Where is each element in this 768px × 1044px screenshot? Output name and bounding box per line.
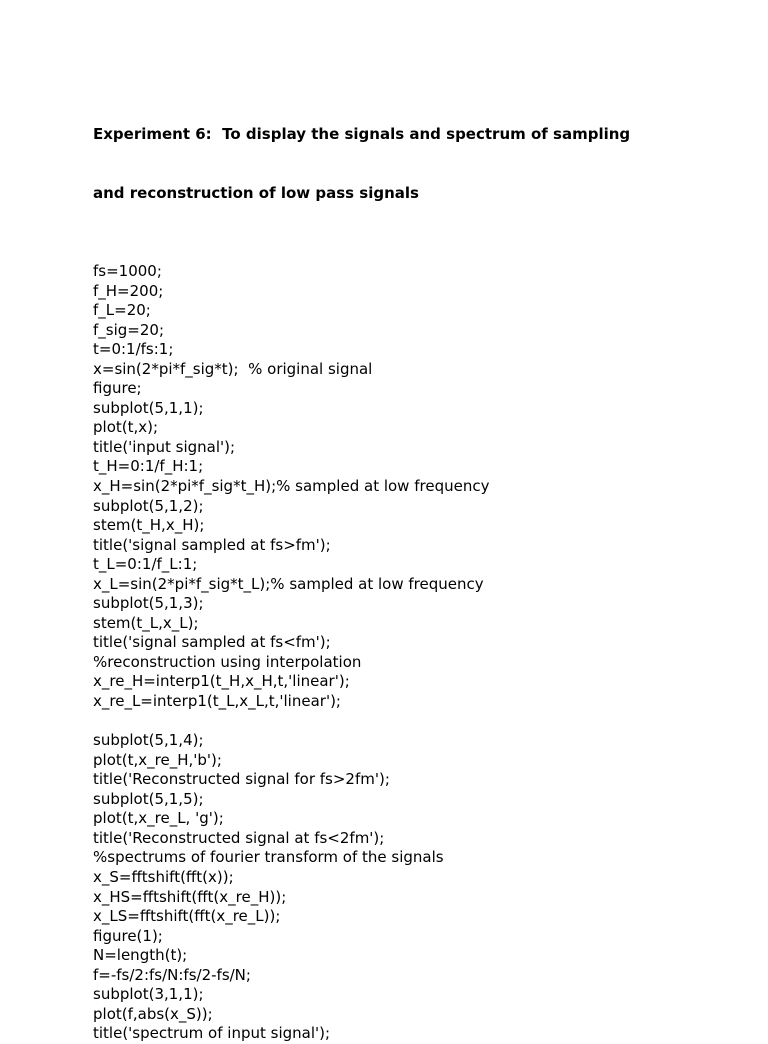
code-line: plot(t,x_re_H,'b');: [93, 750, 222, 769]
code-line: t=0:1/fs:1;: [93, 340, 174, 359]
title-line-2: and reconstruction of low pass signals: [93, 183, 419, 202]
code-line: f_H=200;: [93, 281, 164, 300]
code-line: [93, 712, 693, 732]
code-line: plot(t,x_re_L, 'g');: [93, 809, 224, 828]
code-line: x_HS=fftshift(fft(x_re_H));: [93, 887, 287, 906]
code-line: fs=1000;: [93, 262, 162, 280]
code-line: figure(1);: [93, 926, 163, 945]
code-line: title('Reconstructed signal at fs<2fm');: [93, 828, 385, 847]
code-line: x_re_L=interp1(t_L,x_L,t,'linear');: [93, 692, 341, 711]
code-line: title('Reconstructed signal for fs>2fm');: [93, 770, 390, 789]
code-line: x_S=fftshift(fft(x));: [93, 867, 234, 886]
code-line: %spectrums of fourier transform of the signals: [93, 848, 444, 867]
code-line: f=-fs/2:fs/N:fs/2-fs/N;: [93, 965, 251, 984]
code-line: subplot(5,1,4);: [93, 731, 204, 750]
code-line: plot(f,abs(x_S));: [93, 1004, 213, 1023]
code-line: stem(t_L,x_L);: [93, 613, 199, 632]
code-line: subplot(5,1,3);: [93, 594, 204, 613]
code-line: x_LS=fftshift(fft(x_re_L));: [93, 907, 281, 926]
code-line: subplot(3,1,1);: [93, 985, 204, 1004]
experiment-title: [93, 86, 693, 242]
code-line: title('input signal');: [93, 437, 236, 456]
code-listing: [93, 262, 693, 1044]
code-line: title('signal sampled at fs<fm');: [93, 633, 331, 652]
code-line: stem(t_H,x_H);: [93, 516, 205, 535]
code-line: x=sin(2*pi*f_sig*t); % original signal: [93, 359, 373, 378]
code-line: subplot(5,1,1);: [93, 398, 204, 417]
code-line: subplot(5,1,2);: [93, 496, 204, 515]
code-line: f_L=20;: [93, 301, 151, 320]
code-line: x_H=sin(2*pi*f_sig*t_H);% sampled at low frequency: [93, 477, 490, 496]
code-line: plot(t,x);: [93, 418, 159, 437]
code-line: title('spectrum of input signal');: [93, 1024, 331, 1043]
code-line: f_sig=20;: [93, 320, 164, 339]
code-line: subplot(5,1,5);: [93, 789, 204, 808]
code-line: figure;: [93, 379, 142, 398]
code-line: %reconstruction using interpolation: [93, 652, 362, 671]
code-line: t_L=0:1/f_L:1;: [93, 555, 198, 574]
code-line: x_L=sin(2*pi*f_sig*t_L);% sampled at low frequency: [93, 574, 484, 593]
code-line: t_H=0:1/f_H:1;: [93, 457, 204, 476]
code-line: title('signal sampled at fs>fm');: [93, 535, 331, 554]
title-line-1: Experiment 6: To display the signals and spectrum of sampling: [93, 125, 631, 143]
code-line: N=length(t);: [93, 946, 188, 965]
code-line: x_re_H=interp1(t_H,x_H,t,'linear');: [93, 672, 350, 691]
document-page: [93, 86, 693, 1044]
